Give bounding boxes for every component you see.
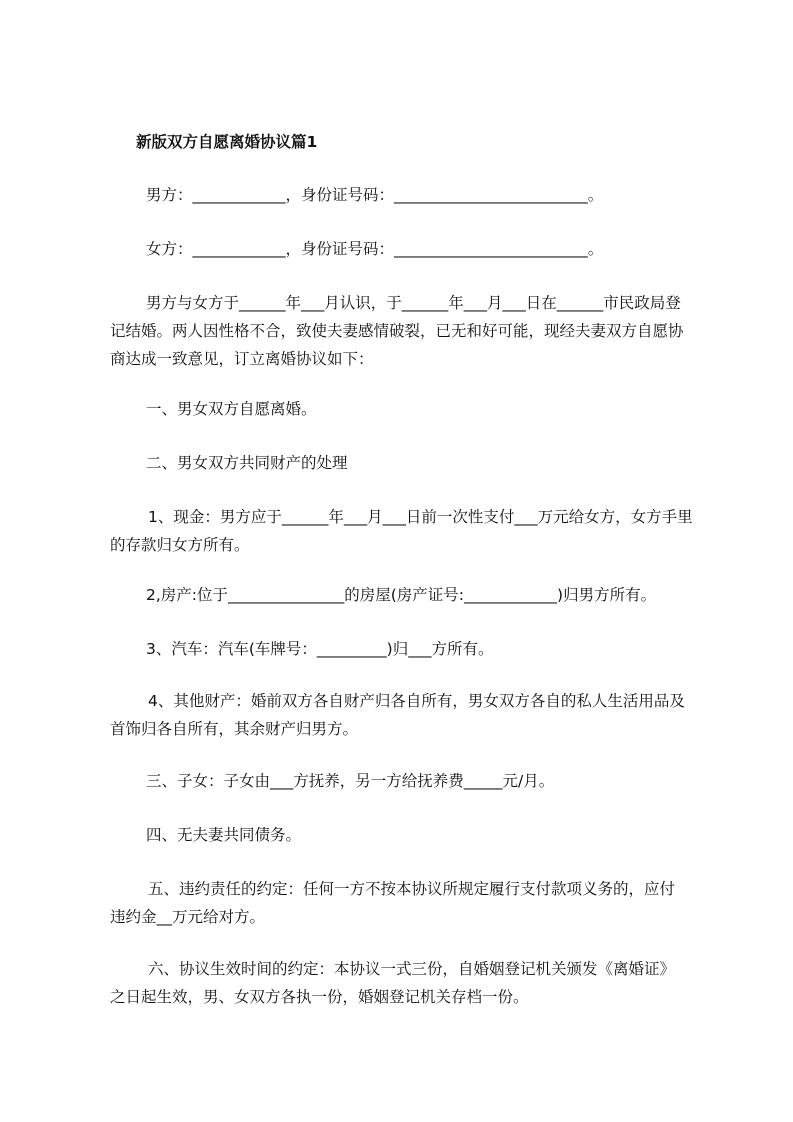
clause-6-line-1: 六、协议生效时间的约定：本协议一式三份，自婚姻登记机关颁发《离婚证》	[148, 960, 676, 978]
male-party-line: 男方：____________，身份证号码：_________________________。	[146, 186, 604, 204]
other-property-line-2: 首饰归各自所有，其余财产归男方。	[110, 720, 359, 738]
intro-paragraph-line-3: 商达成一致意见，订立离婚协议如下：	[110, 350, 374, 368]
clause-3-children: 三、子女：子女由___方抚养，另一方给抚养费_____元/月。	[146, 772, 555, 790]
clause-5-line-1: 五、违约责任的约定：任何一方不按本协议所规定履行支付款项义务的，应付	[148, 880, 676, 898]
house-item: 2,房产:位于_______________的房屋(房产证号:____________)归男方所有。	[146, 586, 657, 604]
clause-6-line-2: 之日起生效，男、女双方各执一份，婚姻登记机关存档一份。	[110, 988, 529, 1006]
cash-item-line-2: 的存款归女方所有。	[110, 536, 250, 554]
other-property-line-1: 4、其他财产：婚前双方各自财产归各自所有，男女双方各自的私人生活用品及	[148, 692, 685, 710]
document-title: 新版双方自愿离婚协议篇1	[136, 133, 318, 151]
clause-1: 一、男女双方自愿离婚。	[146, 400, 317, 418]
intro-paragraph-line-1: 男方与女方于______年___月认识，于______年___月___日在______市民政局登	[146, 294, 681, 312]
intro-paragraph-line-2: 记结婚。两人因性格不合，致使夫妻感情破裂，已无和好可能，现经夫妻双方自愿协	[110, 322, 684, 340]
cash-item-line-1: 1、现金：男方应于______年___月___日前一次性支付___万元给女方，女方手里	[148, 508, 693, 526]
clause-5-line-2: 违约金__万元给对方。	[110, 908, 266, 926]
female-party-line: 女方：____________，身份证号码：_________________________。	[146, 240, 604, 258]
clause-2-heading: 二、男女双方共同财产的处理	[146, 454, 348, 472]
car-item: 3、汽车：汽车(车牌号：_________)归___方所有。	[146, 640, 494, 658]
clause-4-debts: 四、无夫妻共同债务。	[146, 826, 302, 844]
